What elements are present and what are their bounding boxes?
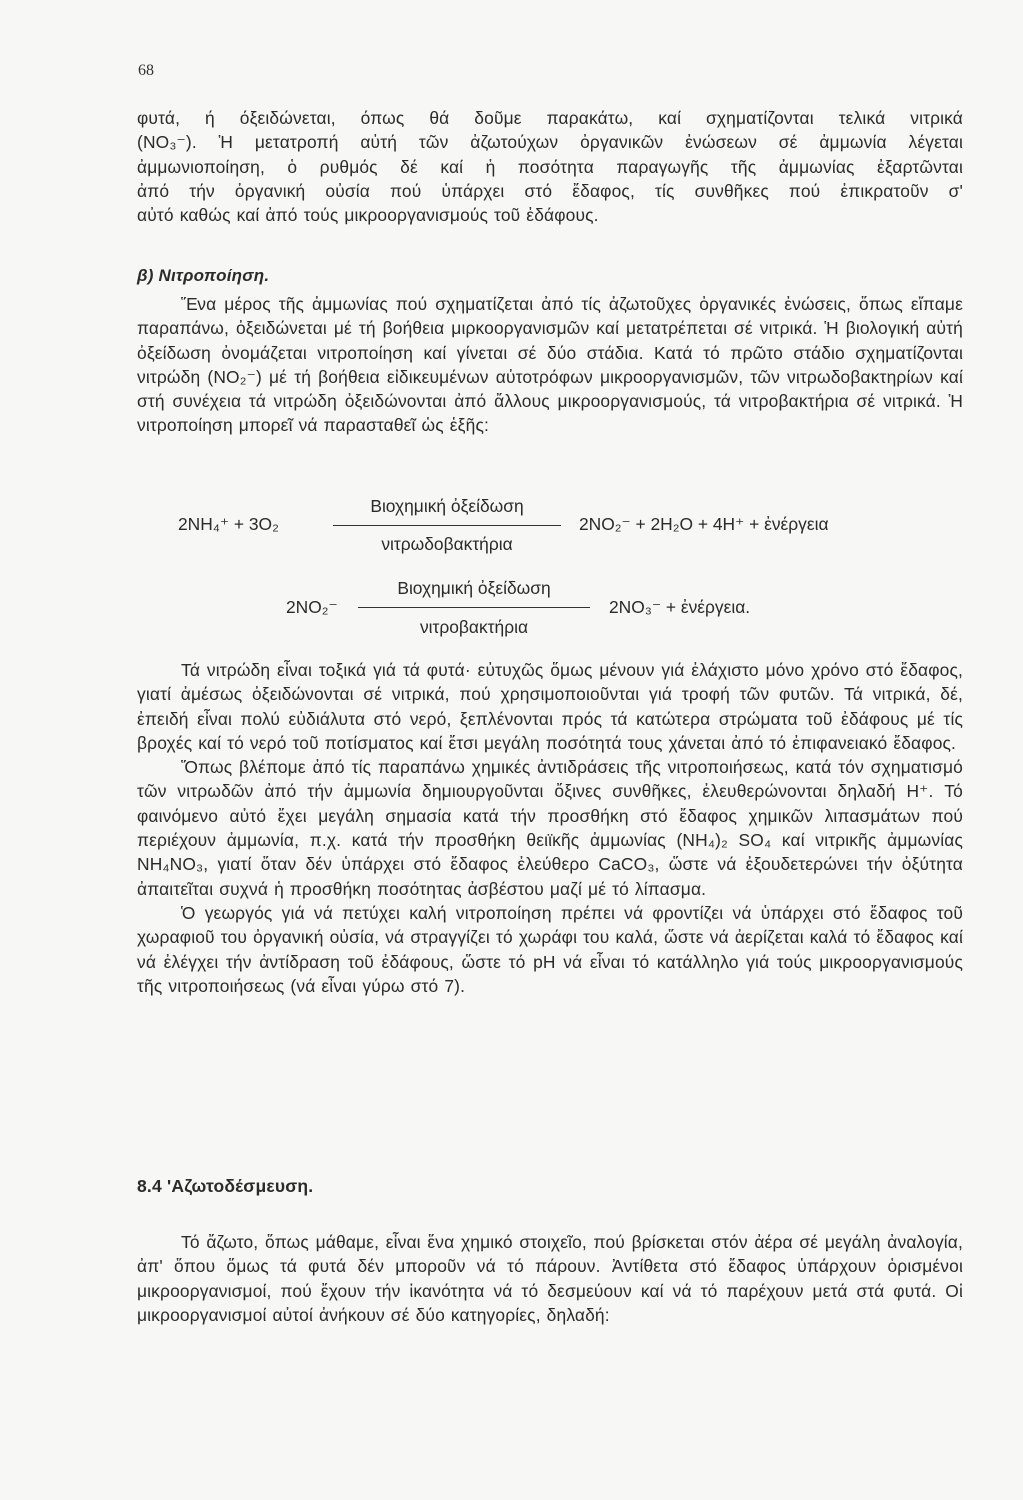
intro-line: ἀμμωνιοποίηση, ὁ ρυθμός δέ καί ἡ ποσότητα παραγωγῆς τῆς ἀμμωνίας ἐξαρτῶνται — [137, 156, 963, 177]
nitrification-title: β) Νιτροποίηση. — [137, 266, 270, 285]
section-8-4-heading: 8.4 'Αζωτοδέσμευση. — [137, 1176, 314, 1196]
page-number: 68 — [138, 62, 154, 79]
nitrogen-fixation-paragraph: Τό ἄζωτο, ὅπως μάθαμε, εἶναι ἕνα χημικό στοιχεῖο, πού βρίσκεται στόν ἀέρα σέ μεγάλη ἀναλογία, ἀπ' ὅπου ὅμως τά φυτά δέν μποροῦν νά τό πάρουν. Ἀντίθετα στό ἔδαφος ὑπάρχουν ὁρισμένοι μικροοργανισμοί, πού ἔχουν τήν ἱκανότητα νά τό δεσμεύουν καί νά τό παρέχουν μετά στά φυτά. Οἱ μικροοργανισμοί αὐτοί ἀνήκουν σέ δύο κατηγορίες, δηλαδή: — [137, 1232, 963, 1325]
equation-1-above: Βιοχημική ὀξείδωση — [370, 496, 524, 516]
nitrification-paragraph-block — [137, 292, 963, 438]
equation-2-arrow-line — [358, 607, 590, 608]
equation-2-right: 2NO₃⁻ + ἐνέργεια. — [609, 597, 751, 617]
equation-2-left: 2NO₂⁻ — [286, 597, 338, 617]
intro-line: ἀπό τήν ὀργανική οὐσία πού ὑπάρχει στό ἔδαφος, τίς συνθῆκες πού ἐπικρατοῦν σ' — [137, 180, 963, 201]
farmer-paragraph: Ὁ γεωργός γιά νά πετύχει καλή νιτροποίηση πρέπει νά φροντίζει νά ὑπάρχει στό ἔδαφος τοῦ χωραφιοῦ του ὀργανική οὐσία, νά στραγγίζει τό χωράφι του καλά, ὥστε νά ἀερίζεται καλά τό ἔδαφος καί νά ἐλέγχει τήν ἀντίδραση τοῦ ἐδάφους, ὥστε τό pH νά εἶναι τό κατάλληλο γιά τούς μικροοργανισμούς τῆς νιτροποιήσεως (νά εἶναι γύρω στό 7). — [137, 902, 963, 996]
toxicity-paragraph: Τά νιτρώδη εἶναι τοξικά γιά τά φυτά· εὐτυχῶς ὅμως μένουν γιά ἐλάχιστο μόνο χρόνο στό ἔδαφος, γιατί ἀμέσως ὀξειδώνονται σέ νιτρικά, πού χρησιμοποιοῦνται γιά τροφή τῶν φυτῶν. Τά νιτρικά, δέ, ἐπειδή εἶναι πολύ εὐδιάλυτα στό νερό, ξεπλένονται πρός τά κατώτερα στρώματα τοῦ ἐδάφους μέ τίς βροχές καί τό νερό τοῦ ποτίσματος καί ἔτσι μεγάλη ποσότητά τους χάνεται ἀπό τό ἐπιφανειακό ἔδαφος. — [137, 660, 963, 753]
equation-2-below: νιτροβακτήρια — [419, 617, 529, 637]
acidity-paragraph: Ὅπως βλέπομε ἀπό τίς παραπάνω χημικές ἀντιδράσεις τῆς νιτροποιήσεως, κατά τόν σχηματισμό τῶν νιτρωδῶν ἀπό τήν ἀμμωνία δημιουργοῦνται ὄξινες συνθῆκες, ἐλευθερώνονται δηλαδή H⁺. Τό φαινόμενο αὐτό ἔχει μεγάλη σημασία κατά τήν προσθήκη στό ἔδαφος χημικῶν λιπασμάτων πού περιέχουν ἀμμωνία, π.χ. κατά τήν προσθήκη θειϊκῆς ἀμμωνίας (NH₄)₂ SO₄ καί νιτρικῆς ἀμμωνίας NH₄NO₃, γιατί ὅταν δέν ὑπάρχει στό ἔδαφος ἐλεύθερο CaCO₃, ὥστε νά ἐξουδετερώνει τήν ὀξύτητα ἀπαιτεῖται συχνά ἡ προσθήκη ποσότητας ἀσβέστου μαζί μέ τό λίπασμα. — [137, 757, 963, 899]
after-equations-block — [137, 658, 963, 998]
equation-2-above: Βιοχημική ὀξείδωση — [397, 578, 551, 598]
intro-line: αὐτό καθώς καί ἀπό τούς μικροοργανισμούς τοῦ ἐδάφους. — [137, 205, 599, 226]
nitrification-paragraph: Ἕνα μέρος τῆς ἀμμωνίας πού σχηματίζεται ἀπό τίς ἀζωτοῦχες ὀργανικές ἐνώσεις, ὅπως εἴπαμε παραπάνω, ὀξειδώνεται μέ τή βοήθεια μιρκοοργανισμῶν καί μετατρέπεται σέ νιτρικά. Ἡ βιολογική αὐτή ὀξείδωση ὀνομάζεται νιτροποίηση καί γίνεται σέ δύο στάδια. Κατά τό πρῶτο στάδιο σχηματίζονται νιτρώδη (NO₂⁻) μέ τή βοήθεια εἰδικευμένων αὐτοτρόφων μικροοργανισμῶν, τῶν νιτρωδοβακτηρίων καί στή συνέχεια τά νιτρώδη ὀξειδώνονται ἀπό ἄλλους μικροοργανισμούς, τά νιτροβακτήρια σέ νιτρικά. Ἡ νιτροποίηση μπορεῖ νά παρασταθεῖ ὡς ἑξῆς: — [137, 294, 963, 436]
section-8-4-block — [137, 1230, 963, 1327]
intro-line: (NO₃⁻). Ἡ μετατροπή αὐτή τῶν ἀζωτούχων ὀργανικῶν ἐνώσεων σέ ἀμμωνία λέγεται — [137, 132, 963, 153]
equation-1-below: νιτρωδοβακτήρια — [381, 534, 513, 554]
equation-1-arrow-line — [333, 525, 561, 526]
intro-paragraph — [137, 106, 963, 227]
equation-1-right: 2NO₂⁻ + 2H₂O + 4H⁺ + ἐνέργεια — [579, 514, 829, 534]
equation-1-left: 2NH₄⁺ + 3O₂ — [178, 514, 279, 534]
intro-line: φυτά, ή όξειδώνεται, όπως θά δοῦμε παρακάτω, καί σχηματίζονται τελικά νιτρικά — [137, 108, 963, 128]
